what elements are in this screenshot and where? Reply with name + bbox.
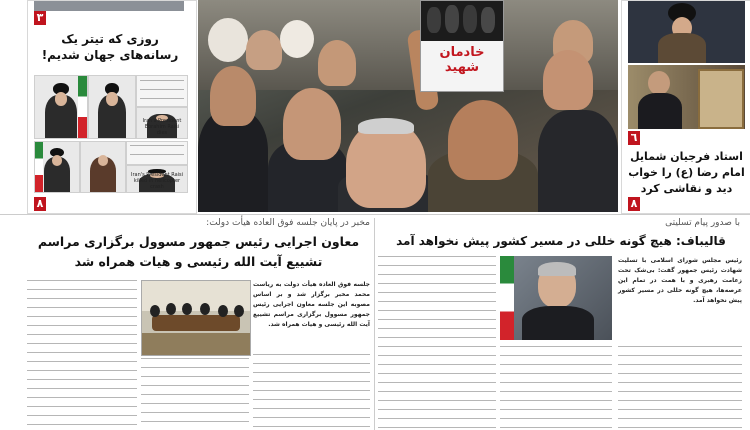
article-body-left-col3 (253, 354, 370, 430)
page-number-badge-top: ٣ (34, 11, 46, 25)
news-thumbnail-1 (34, 75, 88, 139)
column-divider (374, 218, 375, 430)
article-lead-left: جلسه فوق العاده هیأت دولت به ریاست محمد مخبر برگزار شد و بر اساس مصوبه این جلسه معاون اجرایی رئیس جمهور مسوول برگزاری مراسم تشییع آیت الله رئیسی و هیات همراه شد. (253, 281, 370, 328)
top-strip-photo (34, 1, 184, 11)
main-photo-funeral-crowd (198, 0, 618, 212)
article-kicker-right: با صدور پیام تسلیتی (665, 218, 740, 228)
cleric-photo (628, 1, 745, 63)
ghalibaf-photo (500, 256, 612, 340)
news-thumbnail-3 (136, 75, 188, 107)
sign-text: خادمان شهید (439, 45, 485, 75)
page-number-badge-bottom: ٨ (34, 197, 46, 211)
article-body-right-col1 (378, 256, 496, 430)
page-number-badge-right: ٦ (628, 131, 640, 145)
thumbnail-caption: Iran's President Ebrahim Raisi dies (142, 118, 182, 136)
article-headline-right[interactable]: قالیباف: هیچ گونه خللی در مسیر کشور پیش نخواهد آمد (396, 234, 726, 248)
article-body-left-col1 (27, 280, 137, 430)
news-thumbnail-4 (136, 107, 188, 139)
news-thumbnail-8 (126, 165, 188, 193)
article-executive-vp (27, 216, 370, 430)
article-lead-right: رئیس مجلس شورای اسلامی با تسلیت شهادت رئیس جمهور گفت: بی‌شک تحت زعامت رهبری و با همت در تمام این عرصه‌ها، هیچ گونه خللی در مسیر کشور پیش نخواهد آمد. (618, 257, 742, 304)
news-thumbnail-2 (88, 75, 136, 139)
news-thumbnail-7 (126, 141, 188, 165)
right-column (621, 0, 750, 214)
article-ghalibaf (378, 216, 744, 430)
right-headline[interactable]: استاد فرجیان شمایل امام رضا (ع) را خواب دید و نقاشی کرد (628, 150, 745, 195)
left-headline[interactable]: روزی که تیتر یک رسانه‌های جهان شدیم! (41, 32, 179, 62)
protest-sign (420, 0, 504, 92)
cabinet-meeting-photo (141, 280, 251, 356)
article-body-right-col3 (618, 346, 742, 430)
article-headline-left[interactable]: معاون اجرایی رئیس جمهور مسوول برگزاری مراسم تشییع آیت الله رئیسی و هیات همراه شد (37, 234, 360, 269)
page-number-badge-right-bottom: ٨ (628, 197, 640, 211)
article-kicker-left: مخبر در پایان جلسه فوق العاده هیأت دولت: (206, 218, 370, 228)
news-thumbnail-5 (34, 141, 80, 193)
article-body-left-col2 (141, 358, 249, 430)
section-divider (0, 214, 750, 215)
painter-photo (628, 65, 745, 129)
left-column (27, 0, 197, 214)
thumbnail-caption-2: Iran's President Raisi killed in helicopter crash (130, 172, 184, 190)
news-thumbnail-6 (80, 141, 126, 193)
article-body-right-col2 (500, 346, 612, 430)
